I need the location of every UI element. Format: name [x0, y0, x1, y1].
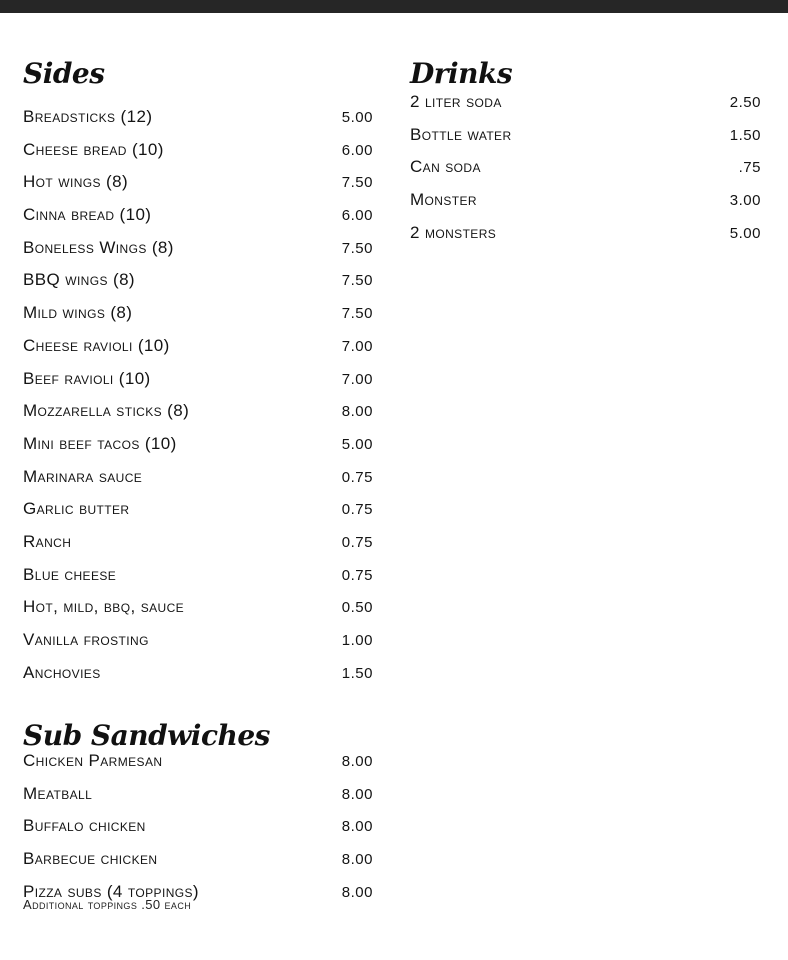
menu-item-price: 7.00	[341, 337, 373, 355]
menu-item-price: 5.00	[341, 435, 373, 453]
menu-item	[23, 814, 373, 847]
menu-item-price: 7.50	[341, 239, 373, 257]
menu-item-name: Hot, mild, bbq, sauce	[23, 597, 185, 617]
additional-toppings-note: Additional toppings .50 each	[23, 897, 192, 913]
menu-item-name: Chicken Parmesan	[23, 751, 163, 770]
menu-item-name: Vanilla frosting	[23, 630, 149, 649]
menu-item-name: Cheese ravioli (10)	[23, 335, 170, 355]
menu-item-price: 8.00	[341, 851, 373, 869]
menu-item	[23, 661, 373, 694]
menu-item-name: Blue cheese	[23, 564, 117, 584]
drinks-list	[410, 90, 761, 253]
menu-item	[410, 155, 761, 188]
menu-item-name: Anchovies	[23, 662, 101, 682]
drinks-section	[410, 57, 761, 253]
menu-item	[23, 203, 373, 236]
menu-item-name: Barbecue chicken	[23, 849, 158, 869]
sub-sandwiches-list	[23, 749, 373, 912]
menu-item-name: 2 monsters	[410, 222, 497, 242]
menu-item-name: Bottle water	[410, 124, 512, 144]
menu-item	[410, 123, 761, 156]
menu-item-name: Mild wings (8)	[23, 303, 133, 323]
menu-item-price: 7.50	[341, 272, 373, 290]
menu-item-price: 8.00	[341, 403, 373, 421]
menu-item-price: .75	[738, 159, 761, 177]
sides-heading: Sides	[23, 57, 105, 90]
menu-item-price: 0.75	[341, 566, 373, 584]
menu-item	[410, 188, 761, 221]
menu-item-price: 8.00	[341, 753, 373, 770]
sub-sandwiches-section	[23, 719, 373, 912]
menu-item	[23, 749, 373, 782]
top-bar	[0, 0, 788, 13]
menu-item-price: 0.75	[341, 501, 373, 519]
drinks-heading: Drinks	[410, 57, 513, 90]
menu-item-name: Boneless Wings (8)	[23, 237, 174, 257]
menu-item	[23, 399, 373, 432]
menu-item-name: 2 liter soda	[410, 92, 502, 111]
menu-item-price: 1.50	[341, 664, 373, 682]
menu-item	[23, 847, 373, 880]
menu-item-name: Mini beef tacos (10)	[23, 433, 177, 453]
menu-item-name: Mozzarella sticks (8)	[23, 401, 190, 421]
sub-sandwiches-heading: Sub Sandwiches	[23, 719, 270, 752]
menu-item-price: 6.00	[341, 207, 373, 225]
menu-item	[410, 221, 761, 254]
menu-item-name: Beef ravioli (10)	[23, 368, 151, 388]
menu-item-price: 7.00	[341, 370, 373, 388]
menu-item-price: 2.50	[729, 94, 761, 111]
menu-item-price: 5.00	[729, 224, 761, 242]
menu-item-price: 7.50	[341, 174, 373, 192]
menu-item	[23, 268, 373, 301]
menu-item-price: 0.50	[341, 599, 373, 617]
menu-item-price: 1.00	[341, 632, 373, 649]
menu-item-price: 8.00	[341, 785, 373, 803]
menu-item-price: 7.50	[341, 305, 373, 323]
sides-section	[23, 57, 373, 693]
menu-item	[410, 90, 761, 123]
menu-item	[23, 497, 373, 530]
menu-item	[23, 138, 373, 171]
menu-item-name: Ranch	[23, 531, 72, 551]
menu-item-price: 1.50	[729, 126, 761, 144]
menu-item-name: Breadsticks (12)	[23, 107, 153, 126]
menu-item	[23, 530, 373, 563]
menu-item-name: Buffalo chicken	[23, 816, 146, 836]
menu-item	[23, 432, 373, 465]
menu-item	[23, 236, 373, 269]
menu-item	[23, 465, 373, 498]
menu-item	[23, 563, 373, 596]
menu-item-price: 0.75	[341, 468, 373, 486]
menu-item-name: Hot wings (8)	[23, 172, 129, 192]
menu-item-name: Can soda	[410, 157, 481, 177]
menu-item-name: Garlic butter	[23, 499, 130, 519]
menu-item	[23, 628, 373, 661]
menu-item	[23, 367, 373, 400]
menu-item	[23, 301, 373, 334]
menu-item-name: BBQ wings (8)	[23, 270, 135, 290]
sides-list	[23, 105, 373, 693]
menu-item-name: Pizza subs (4 toppings)	[23, 881, 199, 901]
menu-item	[23, 170, 373, 203]
menu-item-name: Meatball	[23, 783, 93, 803]
menu-item-name: Marinara sauce	[23, 466, 143, 486]
menu-item	[23, 595, 373, 628]
menu-item-price: 8.00	[341, 818, 373, 836]
menu-item-price: 0.75	[341, 533, 373, 551]
menu-item-price: 8.00	[341, 883, 373, 901]
menu-item-price: 6.00	[341, 141, 373, 159]
menu-item	[23, 782, 373, 815]
menu-item-price: 5.00	[341, 109, 373, 126]
menu-item-name: Cheese bread (10)	[23, 139, 164, 159]
menu-item-name: Cinna bread (10)	[23, 205, 152, 225]
menu-item-price: 3.00	[729, 192, 761, 210]
menu-item-name: Monster	[410, 190, 477, 210]
menu-item	[23, 334, 373, 367]
menu-item	[23, 105, 373, 138]
